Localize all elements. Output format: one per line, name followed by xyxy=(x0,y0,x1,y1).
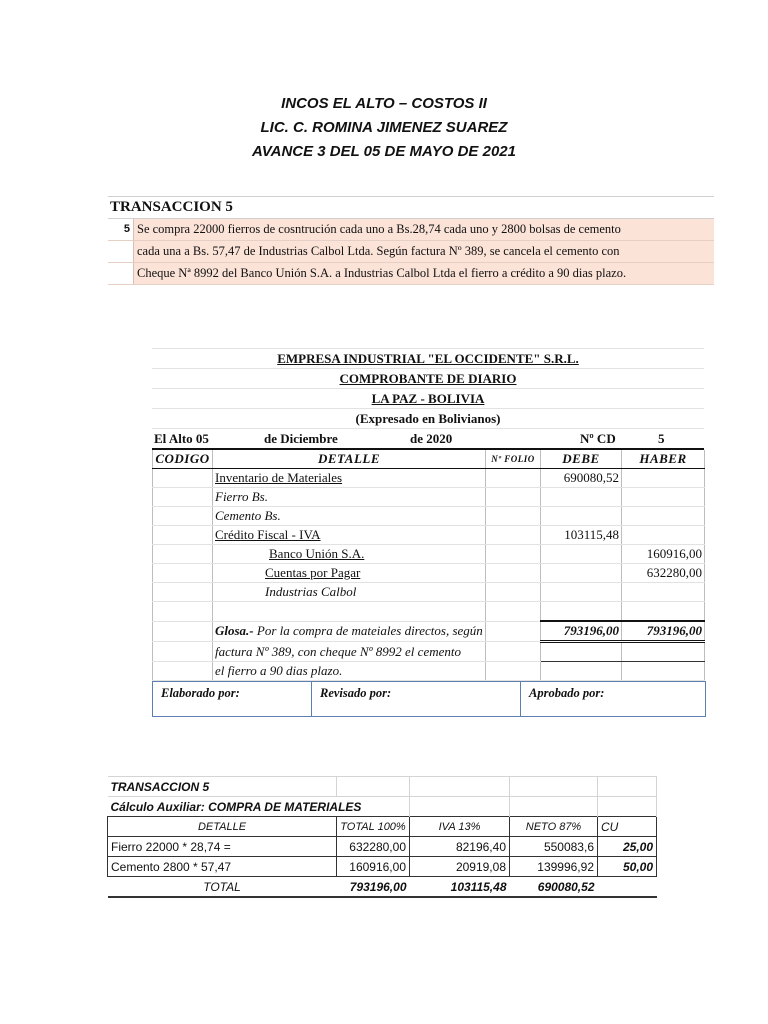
aux-col-total: TOTAL 100% xyxy=(337,817,410,837)
journal-voucher xyxy=(152,348,704,717)
glosa-label: Glosa.- xyxy=(215,623,254,639)
table-row xyxy=(153,488,705,507)
entry-credito-debe: 103115,48 xyxy=(541,526,622,545)
aux-fierro-cu: 25,00 xyxy=(598,837,657,857)
table-row xyxy=(153,564,705,583)
transaction-text-3: Cheque Nª 8992 del Banco Unión S.A. a Industrias Calbol Ltda el fierro a crédito a 90 dias plazo. xyxy=(133,263,714,284)
total-debe: 793196,00 xyxy=(541,621,622,642)
table-row xyxy=(153,642,705,662)
total-haber: 793196,00 xyxy=(622,621,705,642)
transaction-statement xyxy=(108,196,714,285)
aux-cemento-neto: 139996,92 xyxy=(510,857,598,877)
aux-subtitle: Cálculo Auxiliar: COMPRA DE MATERIALES xyxy=(108,797,410,817)
aux-total-row xyxy=(108,877,657,898)
signature-row xyxy=(152,681,706,717)
revisado-por: Revisado por: xyxy=(312,682,521,716)
entry-cuentas-haber: 632280,00 xyxy=(622,564,705,583)
journal-table xyxy=(152,450,705,681)
entry-cemento: Cemento Bs. xyxy=(213,507,486,526)
currency-note: (Expresado en Bolivianos) xyxy=(152,409,704,429)
aux-header-row xyxy=(108,817,657,837)
glosa-text-1: Por la compra de mateiales directos, según xyxy=(253,623,483,639)
aux-fierro-total: 632280,00 xyxy=(337,837,410,857)
table-row xyxy=(153,583,705,602)
elaborado-por: Elaborado por: xyxy=(153,682,312,716)
aux-total-label: TOTAL xyxy=(108,877,337,898)
glosa-text-3: el fierro a 90 dias plazo. xyxy=(213,662,486,681)
progress-date: AVANCE 3 DEL 05 DE MAYO DE 2021 xyxy=(252,143,516,160)
aux-fierro-detalle: Fierro 22000 * 28,74 = xyxy=(108,837,337,857)
voucher-date-row xyxy=(152,429,704,450)
institution-title: INCOS EL ALTO – COSTOS II xyxy=(281,95,487,112)
aux-col-detalle: DETALLE xyxy=(108,817,337,837)
aux-cemento-detalle: Cemento 2800 * 57,47 xyxy=(108,857,337,877)
transaction-number: 5 xyxy=(123,223,130,235)
table-row xyxy=(153,621,705,642)
aux-fierro-iva: 82196,40 xyxy=(410,837,510,857)
glosa-text-2: factura Nº 389, con cheque Nº 8992 el cemento xyxy=(213,642,486,662)
entry-industrias: Industrias Calbol xyxy=(213,583,486,602)
entry-credito: Crédito Fiscal - IVA xyxy=(215,527,321,542)
table-row xyxy=(153,545,705,564)
table-row xyxy=(108,857,657,877)
journal-header-row xyxy=(153,450,705,469)
aux-col-cu: CU xyxy=(598,817,657,837)
aux-cemento-cu: 50,00 xyxy=(598,857,657,877)
table-row xyxy=(153,507,705,526)
instructor-name: LIC. C. ROMINA JIMENEZ SUAREZ xyxy=(260,119,508,136)
entry-banco: Banco Unión S.A. xyxy=(269,546,365,561)
aux-title: TRANSACCION 5 xyxy=(108,777,337,797)
col-debe: DEBE xyxy=(541,450,622,469)
col-detalle: DETALLE xyxy=(213,450,486,469)
auxiliary-calculation xyxy=(107,776,656,898)
aux-col-neto: NETO 87% xyxy=(510,817,598,837)
table-row xyxy=(153,526,705,545)
col-codigo: CODIGO xyxy=(153,450,213,469)
transaction-text-2: cada una a Bs. 57,47 de Industrias Calbol Ltda. Según factura Nº 389, se cancela el cemento con xyxy=(133,241,714,262)
aux-col-iva: IVA 13% xyxy=(410,817,510,837)
aux-total-iva: 103115,48 xyxy=(410,877,510,898)
auxiliary-table xyxy=(107,776,657,898)
table-row xyxy=(153,662,705,681)
table-row xyxy=(108,837,657,857)
cd-label: Nº CD xyxy=(580,431,616,446)
transaction-text-1: Se compra 22000 fierros de cosntrución cada uno a Bs.28,74 cada uno y 2800 bolsas de cemento xyxy=(133,219,714,240)
date-month: de Diciembre xyxy=(264,431,338,446)
entry-cuentas: Cuentas por Pagar xyxy=(265,565,361,580)
col-haber: HABER xyxy=(622,450,705,469)
aprobado-por: Aprobado por: xyxy=(529,686,605,700)
voucher-title: COMPROBANTE DE DIARIO xyxy=(339,371,517,386)
transaction-line xyxy=(108,219,714,241)
transaction-line xyxy=(108,241,714,263)
company-name: EMPRESA INDUSTRIAL "EL OCCIDENTE" S.R.L. xyxy=(277,351,579,366)
transaction-line xyxy=(108,263,714,285)
document-header xyxy=(0,92,768,164)
table-row xyxy=(153,602,705,622)
aux-cemento-iva: 20919,08 xyxy=(410,857,510,877)
transaction-title: TRANSACCION 5 xyxy=(108,196,714,219)
aux-total-total: 793196,00 xyxy=(337,877,410,898)
entry-inventario-debe: 690080,52 xyxy=(541,469,622,488)
date-city: El Alto 05 xyxy=(154,431,209,446)
aux-cemento-total: 160916,00 xyxy=(337,857,410,877)
aux-total-neto: 690080,52 xyxy=(510,877,598,898)
entry-inventario: Inventario de Materiales xyxy=(215,470,343,485)
voucher-location: LA PAZ - BOLIVIA xyxy=(371,391,485,406)
cd-number: 5 xyxy=(658,431,665,446)
entry-banco-haber: 160916,00 xyxy=(622,545,705,564)
col-folio: Nº FOLIO xyxy=(486,450,541,469)
table-row xyxy=(153,469,705,488)
entry-fierro: Fierro Bs. xyxy=(213,488,486,507)
aux-fierro-neto: 550083,6 xyxy=(510,837,598,857)
date-year: de 2020 xyxy=(410,431,453,446)
